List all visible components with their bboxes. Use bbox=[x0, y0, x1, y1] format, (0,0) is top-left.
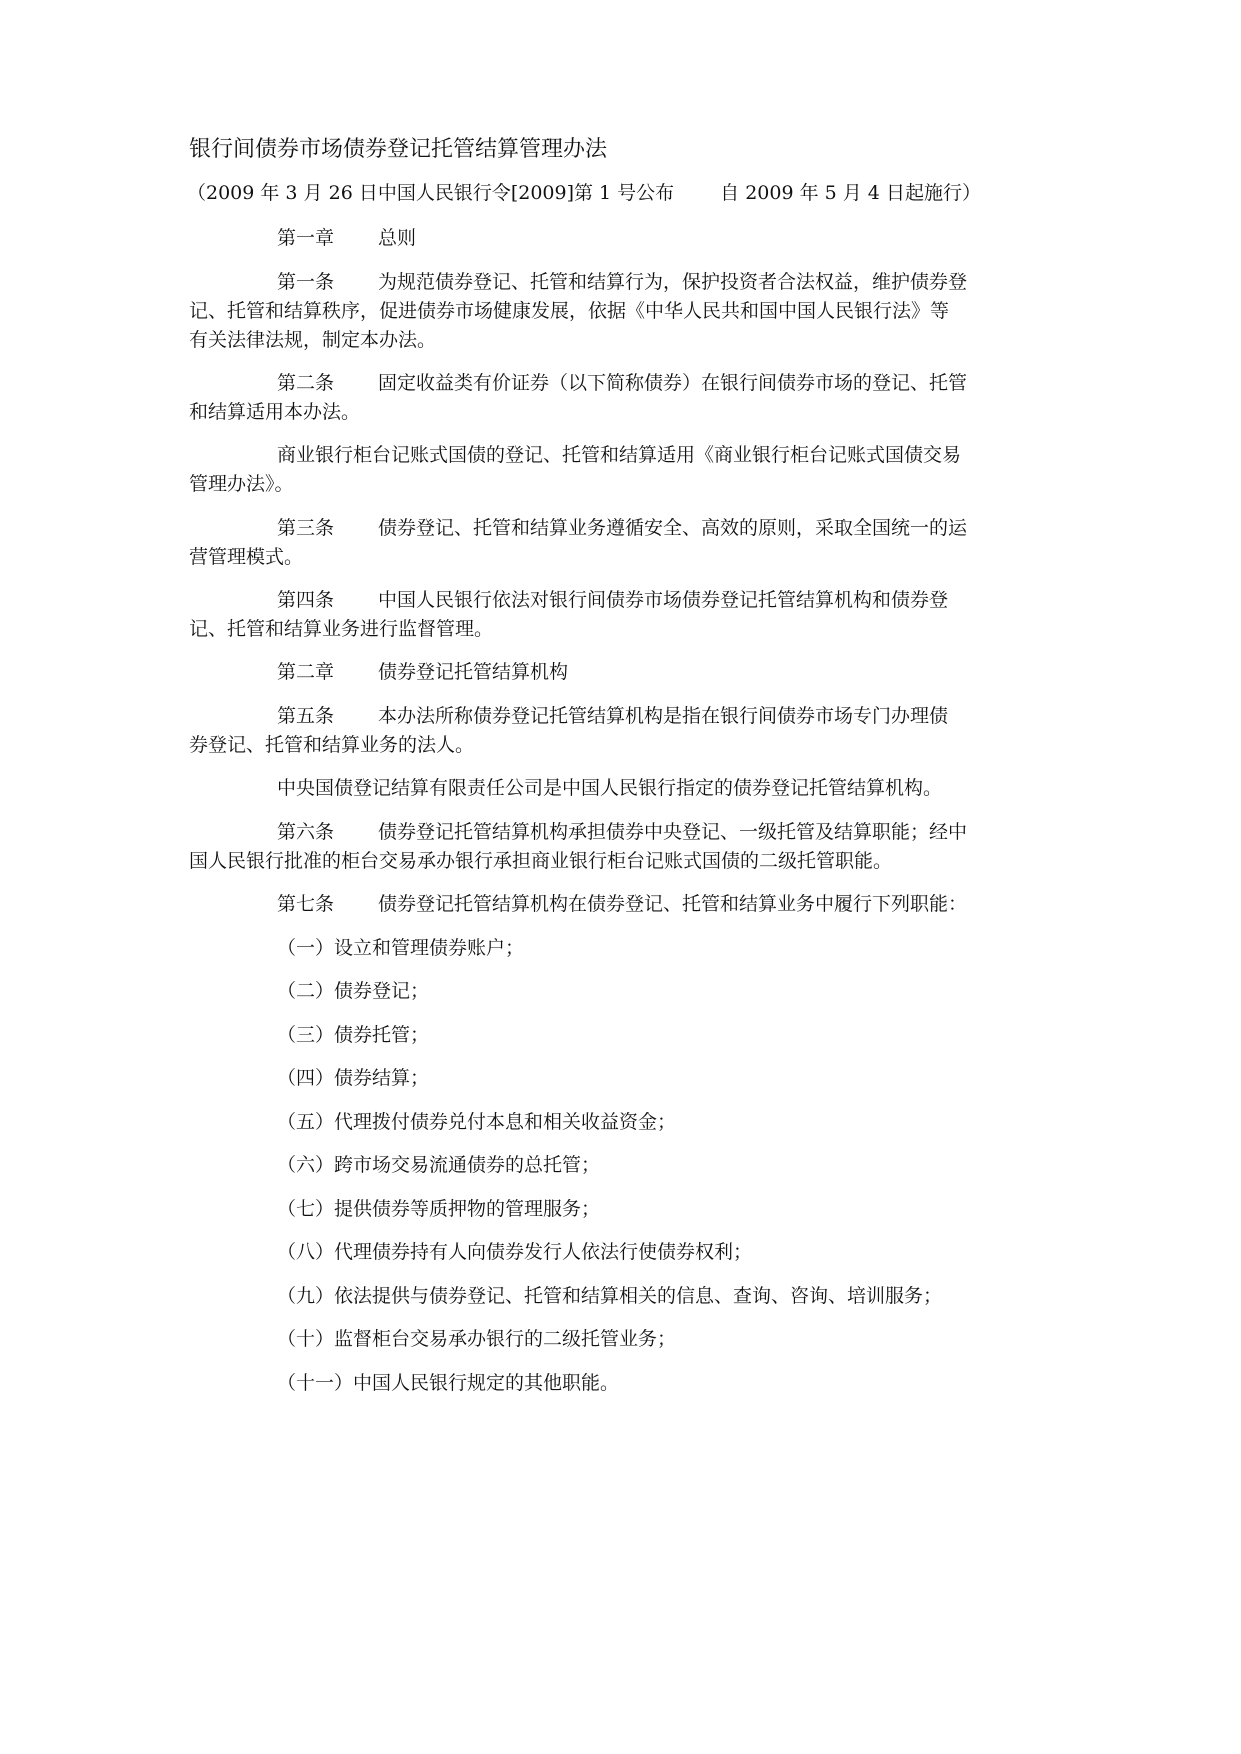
article-4-line-2: 记、托管和结算业务进行监督管理。 bbox=[189, 618, 494, 640]
article-2-para-2-line-2: 管理办法》。 bbox=[189, 473, 294, 495]
article-1-line-1: 第一条 为规范债券登记、托管和结算行为，保护投资者合法权益，维护债券登 bbox=[277, 271, 968, 293]
document-page bbox=[189, 0, 1059, 1754]
chapter-title: 总则 bbox=[378, 227, 417, 249]
article-label: 第三条 bbox=[277, 517, 335, 539]
chapter-title: 债券登记托管结算机构 bbox=[378, 661, 569, 683]
article-7-line-1: 第七条 债券登记托管结算机构在债券登记、托管和结算业务中履行下列职能： bbox=[277, 893, 968, 915]
issue-note bbox=[187, 181, 981, 205]
article-label: 第四条 bbox=[277, 589, 335, 611]
article-2-line-2: 和结算适用本办法。 bbox=[189, 401, 361, 423]
article-6-line-1: 第六条 债券登记托管结算机构承担债券中央登记、一级托管及结算职能；经中 bbox=[277, 821, 968, 843]
chapter-heading bbox=[277, 660, 568, 684]
article-2-para-2-line-1: 商业银行柜台记账式国债的登记、托管和结算适用《商业银行柜台记账式国债交易 bbox=[277, 444, 962, 466]
list-item: （九）依法提供与债券登记、托管和结算相关的信息、查询、咨询、培训服务； bbox=[277, 1285, 943, 1307]
article-label: 第六条 bbox=[277, 821, 335, 843]
chapter-heading bbox=[277, 226, 416, 250]
list-item: （十）监督柜台交易承办银行的二级托管业务； bbox=[277, 1328, 677, 1350]
list-item: （一）设立和管理债券账户； bbox=[277, 937, 525, 959]
article-label: 第七条 bbox=[277, 893, 335, 915]
article-3-line-2: 营管理模式。 bbox=[189, 546, 304, 568]
list-item: （七）提供债券等质押物的管理服务； bbox=[277, 1198, 601, 1220]
article-5-line-2: 券登记、托管和结算业务的法人。 bbox=[189, 734, 475, 756]
article-1-line-2: 记、托管和结算秩序，促进债券市场健康发展，依据《中华人民共和国中国人民银行法》等 bbox=[189, 300, 950, 322]
list-item: （六）跨市场交易流通债券的总托管； bbox=[277, 1154, 601, 1176]
article-1-line-3: 有关法律法规，制定本办法。 bbox=[189, 329, 437, 351]
list-item: （十一）中国人民银行规定的其他职能。 bbox=[277, 1372, 620, 1394]
issue-note-part2: 自 2009 年 5 月 4 日起施行） bbox=[720, 182, 981, 204]
article-5-line-1: 第五条 本办法所称债券登记托管结算机构是指在银行间债券市场专门办理债 bbox=[277, 705, 949, 727]
list-item: （三）债券托管； bbox=[277, 1024, 430, 1046]
article-3-line-1: 第三条 债券登记、托管和结算业务遵循安全、高效的原则，采取全国统一的运 bbox=[277, 517, 968, 539]
article-2-line-1: 第二条 固定收益类有价证券（以下简称债券）在银行间债券市场的登记、托管 bbox=[277, 372, 968, 394]
issue-note-part1: （2009 年 3 月 26 日中国人民银行令[2009]第 1 号公布 bbox=[187, 182, 675, 204]
list-item: （八）代理债券持有人向债券发行人依法行使债券权利； bbox=[277, 1241, 753, 1263]
chapter-label: 第一章 bbox=[277, 227, 335, 249]
list-item: （五）代理拨付债券兑付本息和相关收益资金； bbox=[277, 1111, 677, 1133]
article-6-line-2: 国人民银行批准的柜台交易承办银行承担商业银行柜台记账式国债的二级托管职能。 bbox=[189, 850, 893, 872]
article-label: 第一条 bbox=[277, 271, 335, 293]
list-item: （四）债券结算； bbox=[277, 1067, 430, 1089]
article-4-line-1: 第四条 中国人民银行依法对银行间债券市场债券登记托管结算机构和债券登 bbox=[277, 589, 949, 611]
list-item: （二）债券登记； bbox=[277, 980, 430, 1002]
article-5-para-2: 中央国债登记结算有限责任公司是中国人民银行指定的债券登记托管结算机构。 bbox=[277, 777, 943, 799]
chapter-label: 第二章 bbox=[277, 661, 335, 683]
document-title: 银行间债券市场债券登记托管结算管理办法 bbox=[189, 137, 608, 162]
article-label: 第二条 bbox=[277, 372, 335, 394]
article-label: 第五条 bbox=[277, 705, 335, 727]
